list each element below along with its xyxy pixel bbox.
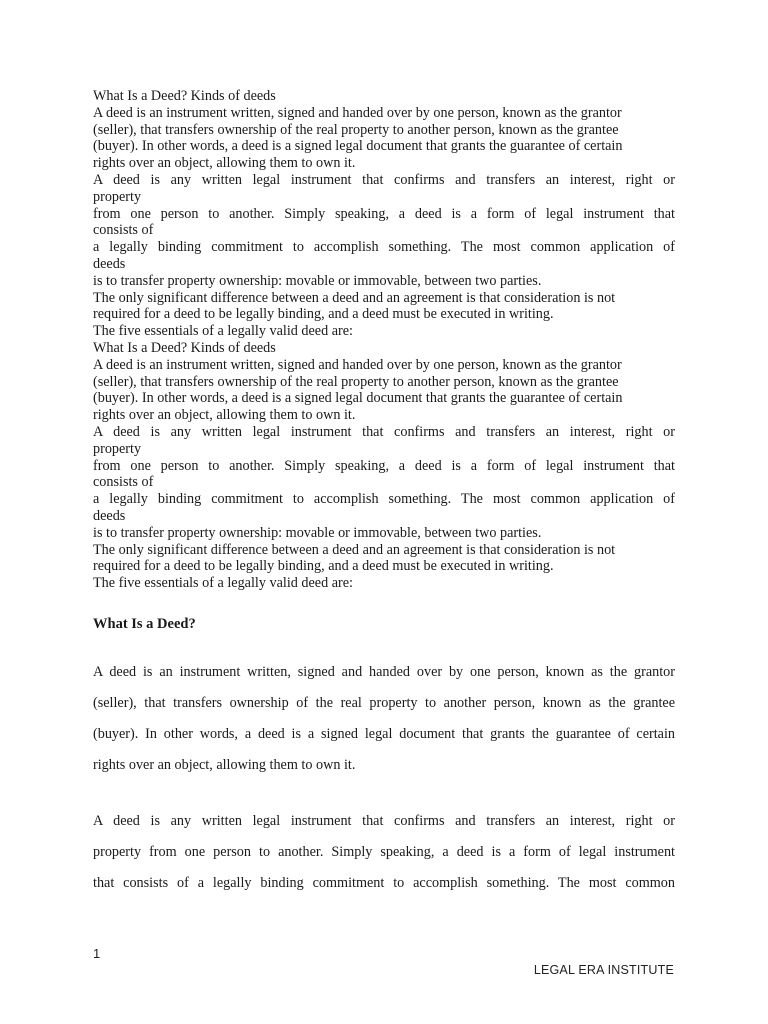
text-line: A deed is any written legal instrument that confirms and transfers an interest, right or [93,423,675,440]
paragraph-2 [93,806,675,899]
text-line: The only significant difference between a deed and an agreement is that consideration is not [93,289,616,306]
text-line: consists of [93,222,154,239]
text-line: from one person to another. Simply speaking, a deed is a form of legal instrument that [93,457,675,474]
text-line: consists of [93,474,154,491]
text-line: (seller), that transfers ownership of the real property to another person, known as the grantee [93,373,619,390]
text-line: A deed is an instrument written, signed and handed over by one person, known as the grantor [93,663,675,680]
text-line: required for a deed to be legally binding, and a deed must be executed in writing. [93,306,554,323]
text-block-2 [93,340,675,592]
text-line: deeds [93,255,126,272]
page-number: 1 [93,946,101,961]
text-line: (seller), that transfers ownership of the real property to another person, known as the grantee [93,121,619,138]
footer-text: LEGAL ERA INSTITUTE [533,963,674,977]
text-block-1 [93,88,675,340]
text-line: (buyer). In other words, a deed is a signed legal document that grants the guarantee of certain [93,390,623,407]
text-line: A deed is an instrument written, signed and handed over by one person, known as the grantor [93,356,622,373]
text-line: What Is a Deed? Kinds of deeds [93,339,276,356]
paragraph-1 [93,657,675,781]
text-line: A deed is an instrument written, signed and handed over by one person, known as the grantor [93,104,622,121]
text-line: from one person to another. Simply speaking, a deed is a form of legal instrument that [93,205,675,222]
text-line: (buyer). In other words, a deed is a signed legal document that grants the guarantee of certain [93,138,623,155]
text-line: is to transfer property ownership: movable or immovable, between two parties. [93,272,542,289]
text-line: rights over an object, allowing them to own it. [93,155,356,172]
text-line: rights over an object, allowing them to own it. [93,407,356,424]
text-line: The five essentials of a legally valid deed are: [93,323,353,340]
text-line: property [93,188,142,205]
text-line: property from one person to another. Simply speaking, a deed is a form of legal instrument [93,843,675,860]
text-line: The five essentials of a legally valid deed are: [93,575,353,592]
text-line: a legally binding commitment to accomplish something. The most common application of [93,239,675,256]
text-line: (seller), that transfers ownership of the real property to another person, known as the grantee [93,694,675,711]
text-line: deeds [93,507,126,524]
text-line: is to transfer property ownership: movable or immovable, between two parties. [93,524,542,541]
page-content [93,88,675,899]
section-heading: What Is a Deed? [93,615,196,632]
text-line: property [93,440,142,457]
text-line: that consists of a legally binding commitment to accomplish something. The most common [93,874,675,891]
text-line: (buyer). In other words, a deed is a signed legal document that grants the guarantee of certain [93,725,675,742]
text-line: a legally binding commitment to accomplish something. The most common application of [93,491,675,508]
text-line: required for a deed to be legally binding, and a deed must be executed in writing. [93,558,554,575]
text-line: A deed is any written legal instrument that confirms and transfers an interest, right or [93,812,675,829]
text-line: rights over an object, allowing them to own it. [93,756,356,773]
text-line: What Is a Deed? Kinds of deeds [93,88,276,104]
text-line: A deed is any written legal instrument that confirms and transfers an interest, right or [93,171,675,188]
text-line: The only significant difference between a deed and an agreement is that consideration is not [93,541,616,558]
